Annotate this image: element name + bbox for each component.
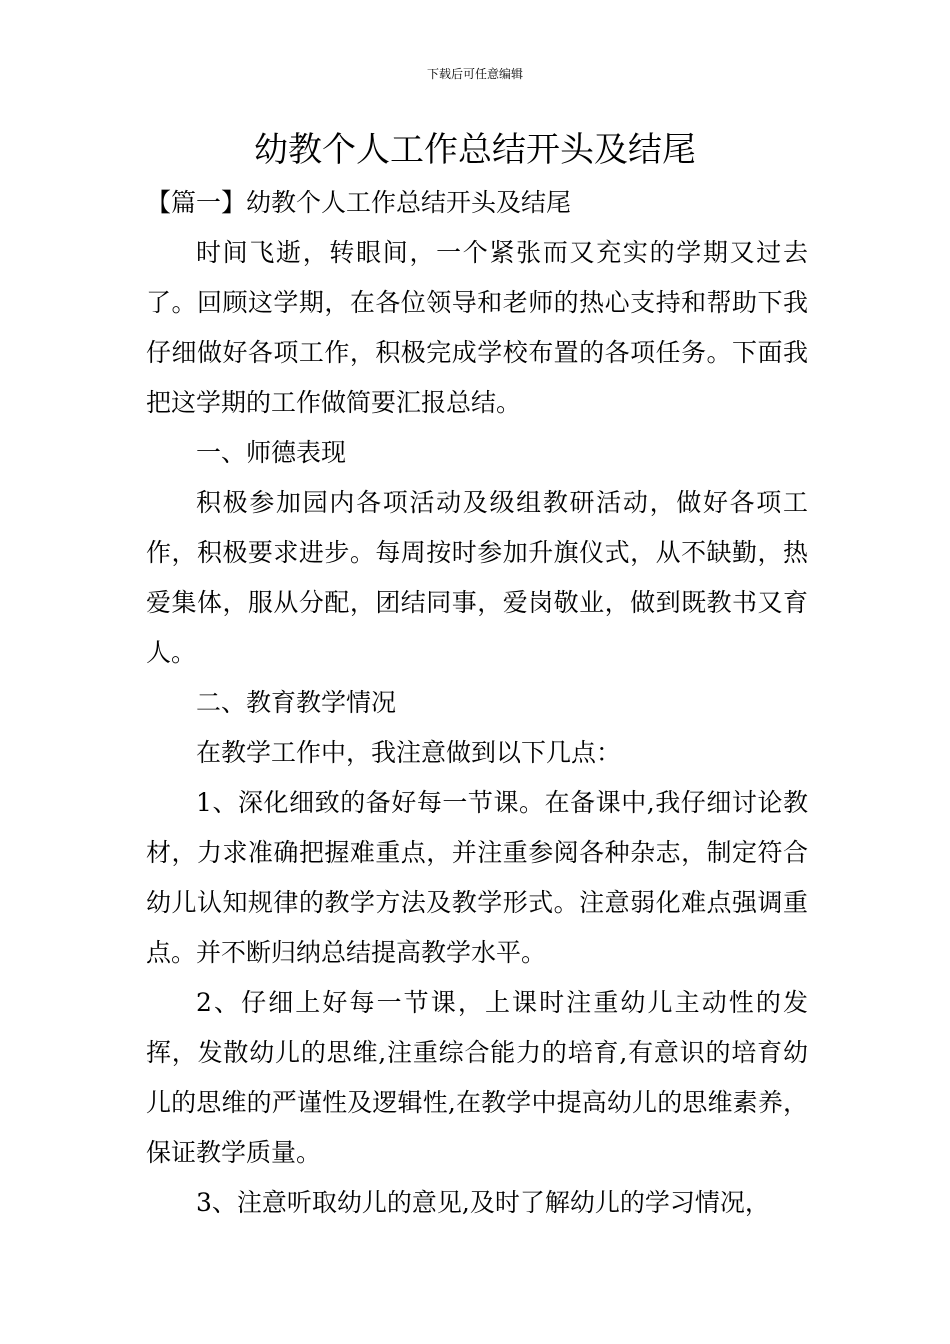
- paragraph-intro: 时间飞逝，转眼间，一个紧张而又充实的学期又过去了。回顾这学期，在各位领导和老师的热心支持和帮助下我仔细做好各项工作，积极完成学校布置的各项任务。下面我把这学期的工作做简要汇报总结。: [146, 238, 808, 417]
- document-title: 幼教个人工作总结开头及结尾: [254, 130, 696, 170]
- paragraph-point-3: 3、注意听取幼儿的意见,及时了解幼儿的学习情况，: [196, 1188, 770, 1217]
- document-body: [146, 178, 808, 1228]
- paragraph-point-2: 2、仔细上好每一节课，上课时注重幼儿主动性的发挥，发散幼儿的思维,注重综合能力的培育,有意识的培育幼儿的思维的严谨性及逻辑性,在教学中提高幼儿的思维素养，保证教学质量。: [146, 988, 808, 1167]
- paragraph-ethics: 积极参加园内各项活动及级组教研活动，做好各项工作，积极要求进步。每周按时参加升旗仪式，从不缺勤，热爱集体，服从分配，团结同事，爱岗敬业，做到既教书又育人。: [146, 488, 808, 667]
- paragraph-point-1: 1、深化细致的备好每一节课。在备课中,我仔细讨论教材，力求准确把握难重点，并注重参阅各种杂志，制定符合幼儿认知规律的教学方法及教学形式。注意弱化难点强调重点。并不断归纳总结提高教学水平。: [146, 788, 808, 967]
- heading-teaching: 二、教育教学情况: [196, 688, 397, 717]
- heading-ethics: 一、师德表现: [196, 438, 347, 467]
- section-label: 【篇一】幼教个人工作总结开头及结尾: [146, 188, 572, 217]
- page-header-note: 下载后可任意编辑: [426, 67, 523, 81]
- paragraph-teaching-intro: 在教学工作中，我注意做到以下几点：: [196, 738, 622, 767]
